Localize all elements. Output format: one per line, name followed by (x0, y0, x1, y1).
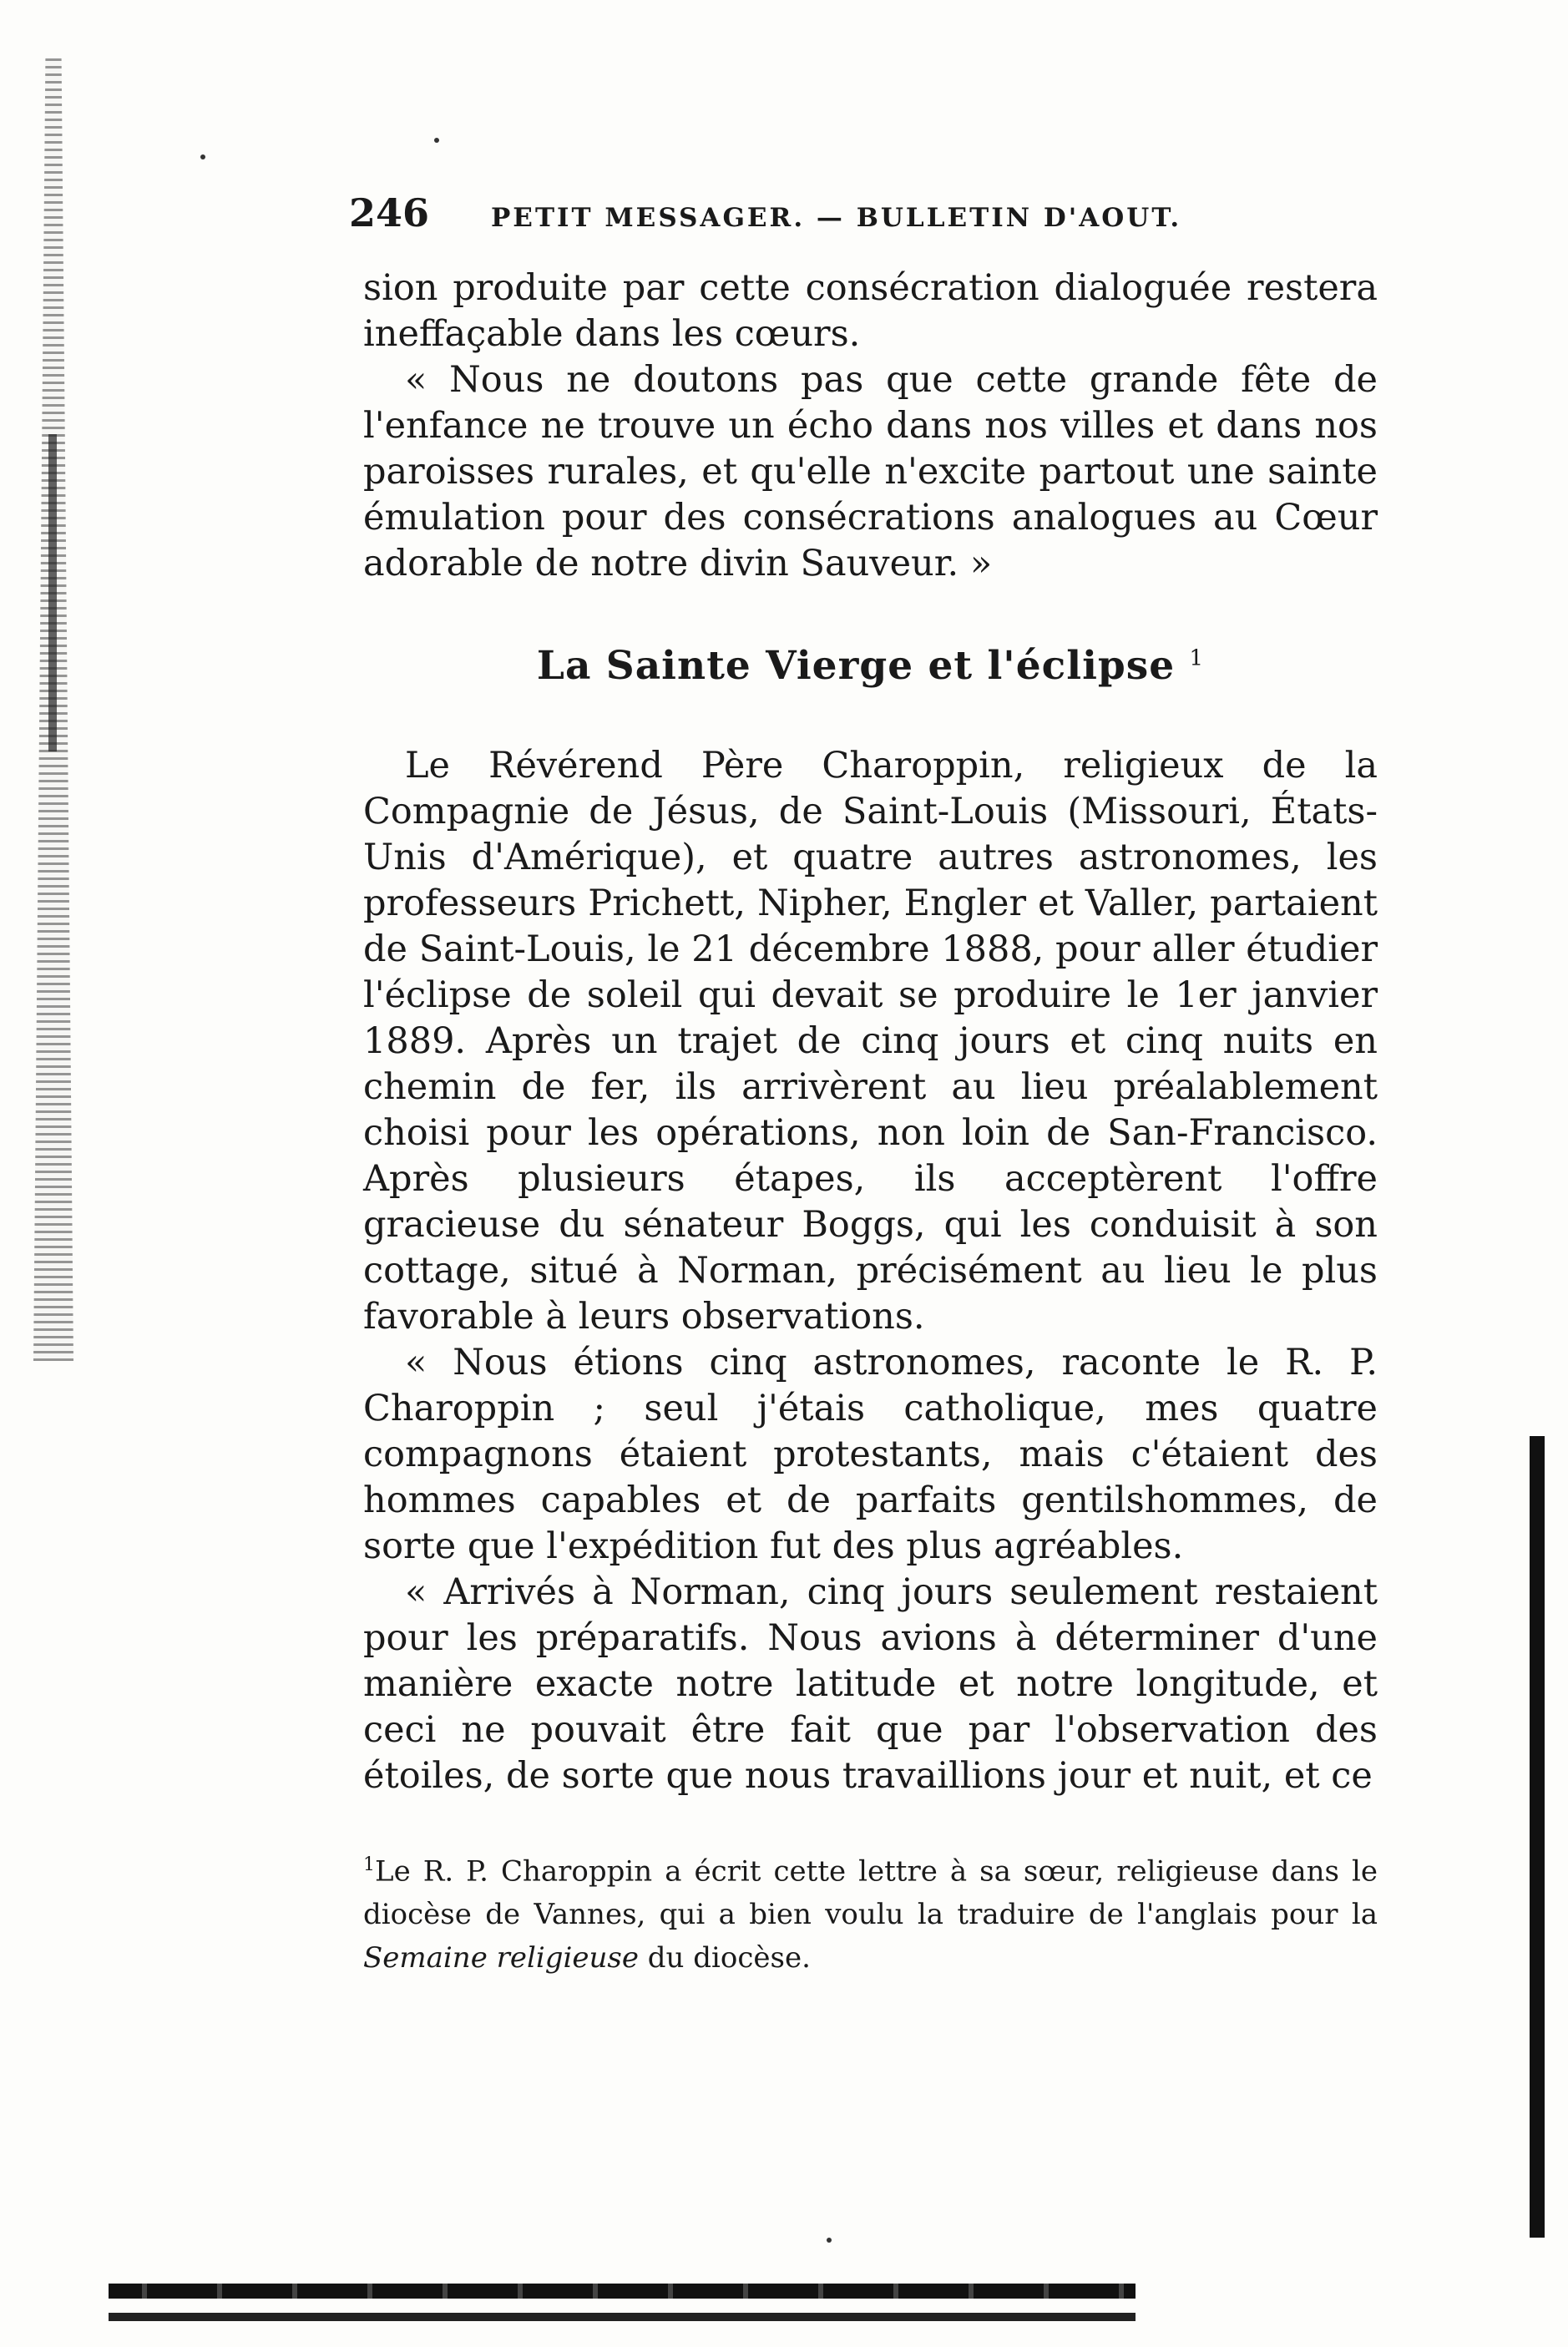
article-paragraph-1: Le Révérend Père Charoppin, religieux de la Compagnie de Jésus, de Saint-Louis (Missouri, États-Unis d'Amérique), et quatre autres astronomes, les professeurs Prichett, Nipher, Engler et Valler, partaient de Saint-Louis, le 21 décembre 1888, pour aller étudier l'éclipse de soleil qui devait se produire le 1er janvier 1889. Après un trajet de cinq jours et cinq nuits en chemin de fer, ils arrivèrent au lieu préalablement choisi pour les opérations, non loin de San-Francisco. Après plusieurs étapes, ils acceptèrent l'offre gracieuse du sénateur Boggs, qui les conduisit à son cottage, situé à Norman, précisément au lieu le plus favorable à leurs observations. (363, 745, 1378, 1338)
scan-speck (200, 154, 205, 159)
footnote-reference: 1 (1189, 645, 1205, 671)
footnote-text-end: du diocèse. (638, 1941, 811, 1975)
intro-paragraph-2: « Nous ne doutons pas que cette grande fête de l'enfance ne trouve un écho dans nos villes et dans nos paroisses rurales, et qu'elle n'excite partout une sainte émulation pour des consécrations analogues au Cœur adorable de notre divin Sauveur. » (363, 359, 1378, 584)
bottom-edge-rule-lower (109, 2313, 1136, 2321)
footnote-mark: 1 (363, 1854, 375, 1875)
right-edge-shadow (1530, 1436, 1545, 2238)
page-number: 246 (349, 190, 430, 235)
section-title (363, 643, 1378, 689)
intro-text (363, 266, 1378, 587)
binding-shadow (48, 434, 57, 751)
article-paragraph-2: « Nous étions cinq astronomes, raconte le R. P. Charoppin ; seul j'étais catholique, mes quatre compagnons étaient protestants, mais c'étaient des hommes capables et de parfaits gentilshommes, de sorte que l'expédition fut des plus agréables. (363, 1342, 1378, 1567)
bottom-edge-rule (109, 2284, 1136, 2299)
scan-speck (827, 2238, 832, 2243)
running-header (349, 190, 1226, 240)
article-paragraph-3: « Arrivés à Norman, cinq jours seulement restaient pour les préparatifs. Nous avions à déterminer d'une manière exacte notre latitude et notre longitude, et ceci ne pouvait être fait que par l'observation des étoiles, de sorte que nous travaillions jour et nuit, et ce (363, 1571, 1378, 1797)
section-title-text: La Sainte Vierge et l'éclipse (536, 643, 1176, 689)
running-title: PETIT MESSAGER. — BULLETIN D'AOUT. (491, 203, 1182, 233)
article-text (363, 743, 1378, 1799)
footnote-italic-title: Semaine religieuse (363, 1941, 639, 1975)
intro-paragraph-1: sion produite par cette consécration dialoguée restera ineffaçable dans les cœurs. (363, 267, 1378, 355)
scan-speck (434, 138, 439, 143)
footnote (363, 1844, 1378, 1980)
footnote-text-start: Le R. P. Charoppin a écrit cette lettre à sa sœur, religieuse dans le diocèse de Vannes, qui a bien voulu la traduire de l'anglais pour la (363, 1854, 1378, 1932)
